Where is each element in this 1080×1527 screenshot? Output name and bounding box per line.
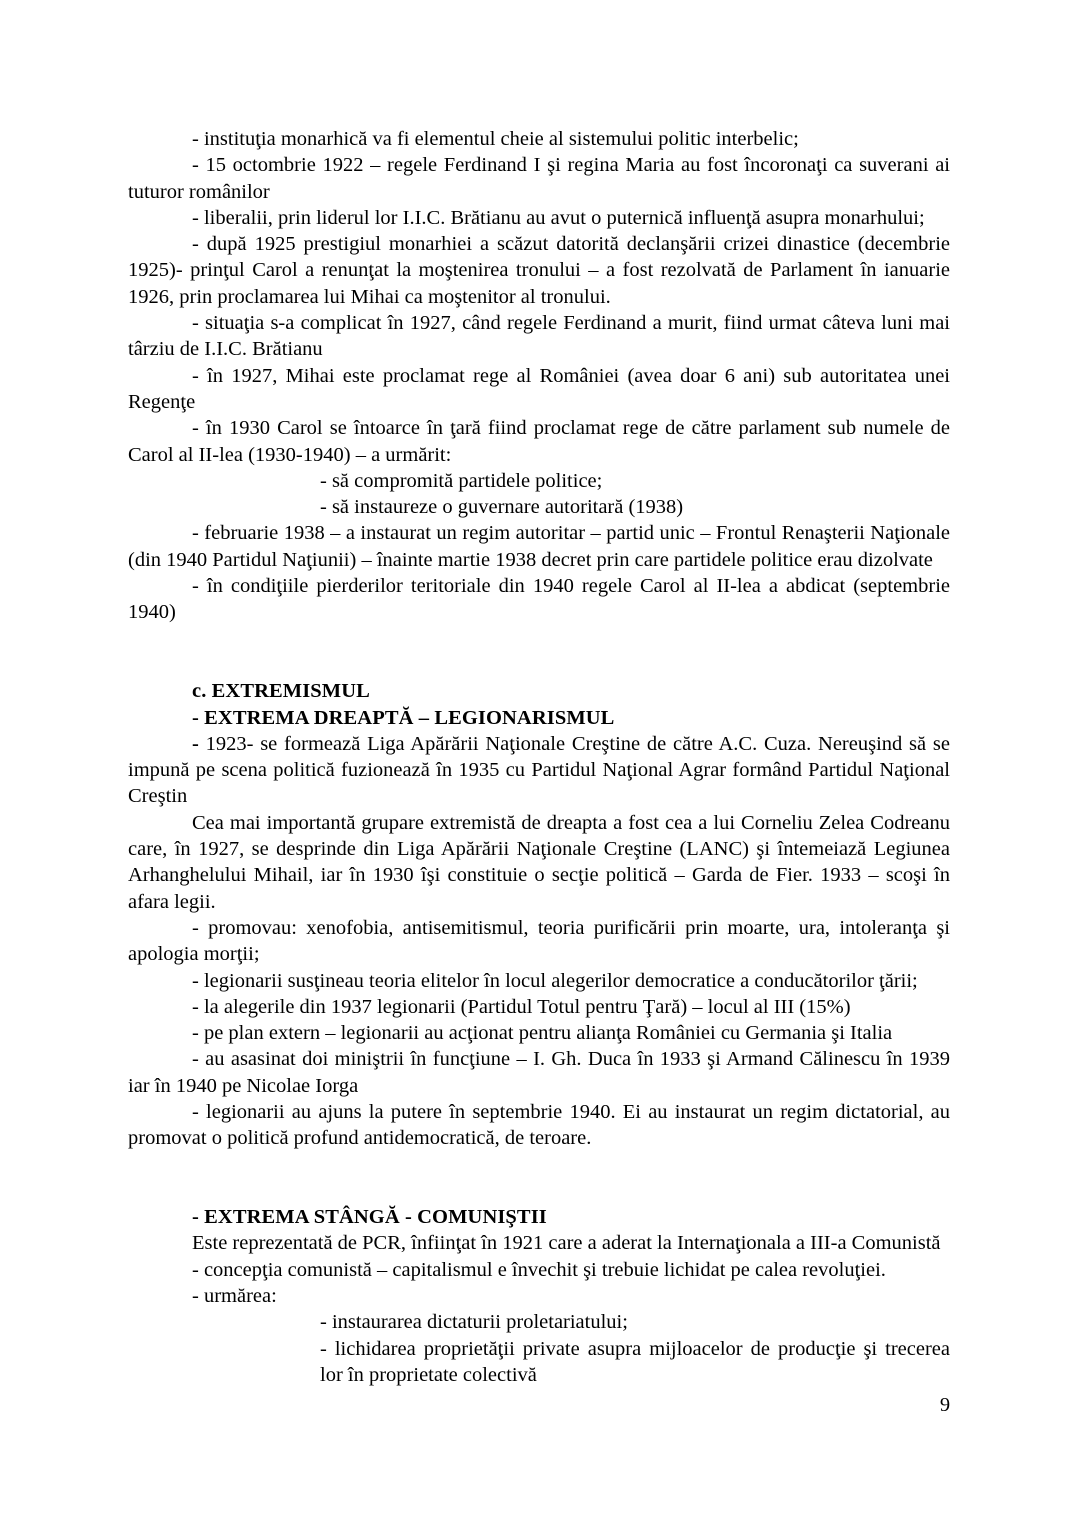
section-heading-extrema-dreapta: - EXTREMA DREAPTĂ – LEGIONARISMUL [192, 706, 615, 729]
body-paragraph: - liberalii, prin liderul lor I.I.C. Brătianu au avut o puternică influenţă asupra monarhului; [192, 206, 925, 229]
body-paragraph: - urmărea: [192, 1285, 277, 1308]
body-paragraph: - după 1925 prestigiul monarhiei a scăzut datorită declanşării crizei dinastice (decembrie 1925)- prinţul Carol a renunţat la moştenirea tronului – a fost rezolvată de Parlament în ianuarie 1926, prin proclamarea lui Mihai ca moştenitor al tronului. [128, 233, 950, 308]
sub-list-item: - să instaureze o guvernare autoritară (1938) [320, 496, 684, 519]
body-paragraph: - instituţia monarhică va fi elementul cheie al sistemului politic interbelic; [192, 128, 799, 150]
body-paragraph: - februarie 1938 – a instaurat un regim autoritar – partid unic – Frontul Renaşterii Naţionale (din 1940 Partidul Naţiunii) – înainte martie 1938 decret prin care partidele politice erau dizolvate [128, 522, 950, 571]
body-paragraph: - legionarii au ajuns la putere în septembrie 1940. Ei au instaurat un regim dictatorial, au promovat o politică profund antidemocratică, de teroare. [128, 1100, 950, 1150]
paragraph-spacer [128, 626, 950, 679]
body-paragraph-lanc [128, 731, 950, 810]
page-body-text [128, 126, 950, 1388]
section-heading-extrema-stanga: - EXTREMA STÂNGĂ - COMUNIŞTII [192, 1206, 547, 1229]
page-number-value: 9 [939, 1394, 951, 1416]
body-paragraph: Este reprezentată de PCR, înfiinţat în 1921 care a aderat la Internaţionala a III-a Comunistă [192, 1232, 941, 1255]
paragraph-spacer [128, 1152, 950, 1205]
leading-dash: - [192, 732, 199, 755]
body-paragraph: - în condiţiile pierderilor teritoriale din 1940 regele Carol al II-lea a abdicat (septembrie 1940) [128, 575, 950, 624]
body-paragraph: - la alegerile din 1937 legionarii (Partidul Totul pentru Ţară) – locul al III (15%) [192, 995, 851, 1018]
body-paragraph: Cea mai importantă grupare extremistă de dreapta a fost cea a lui Corneliu Zelea Codreanu care, în 1927, se desprinde din Liga Apărării Naţionale Creştine (LANC) şi întemeiază Legiunea Arhanghelului Mihail, iar în 1930 îşi constituie o secţie politică – Garda de Fier. 1933 – scoşi în afara legii. [128, 811, 950, 913]
sub-list-item: - lichidarea proprietăţii private asupra mijloacelor de producţie şi trecerea lor în proprietate colectivă [320, 1337, 950, 1386]
body-paragraph: - 15 octombrie 1922 – regele Ferdinand I şi regina Maria au fost încoronaţi ca suverani ai tuturor românilor [128, 154, 950, 203]
body-paragraph: - în 1930 Carol se întoarce în ţară fiind proclamat rege de către parlament sub numele de Carol al II-lea (1930-1940) – a urmărit: [128, 417, 950, 466]
body-paragraph: - pe plan extern – legionarii au acţionat pentru alianţa României cu Germania şi Italia [192, 1022, 893, 1045]
section-heading-extremismul: c. EXTREMISMUL [192, 680, 370, 703]
body-paragraph: - situaţia s-a complicat în 1927, când regele Ferdinand a murit, fiind urmat câteva luni mai târziu de I.I.C. Brătianu [128, 312, 950, 361]
sub-list-item: - să compromită partidele politice; [320, 469, 603, 492]
body-paragraph: - în 1927, Mihai este proclamat rege al României (avea doar 6 ani) sub autoritatea unei Regenţe [128, 364, 950, 413]
body-paragraph: - au asasinat doi miniştrii în funcţiune – I. Gh. Duca în 1933 şi Armand Călinescu în 1939 iar în 1940 pe Nicolae Iorga [128, 1048, 950, 1097]
sub-list-item: - instaurarea dictaturii proletariatului; [320, 1311, 628, 1334]
page-number-footer [0, 1392, 1080, 1418]
body-paragraph: - promovau: xenofobia, antisemitismul, teoria purificării prin moarte, ura, intoleranţa şi apologia morţii; [128, 916, 950, 966]
body-paragraph: - legionarii susţineau teoria elitelor în locul alegerilor democratice a conducătorilor ţării; [192, 969, 918, 992]
paragraph-text: 1923- se formează Liga Apărării Naţionale Creştine de către A.C. Cuza. Nereuşind să se impună pe scena politică fuzionează în 1935 cu Partidul Naţional Agrar formând Partidul Naţional Creştin [128, 732, 950, 808]
body-paragraph: - concepţia comunistă – capitalismul e învechit şi trebuie lichidat pe calea revoluţiei. [192, 1258, 886, 1281]
